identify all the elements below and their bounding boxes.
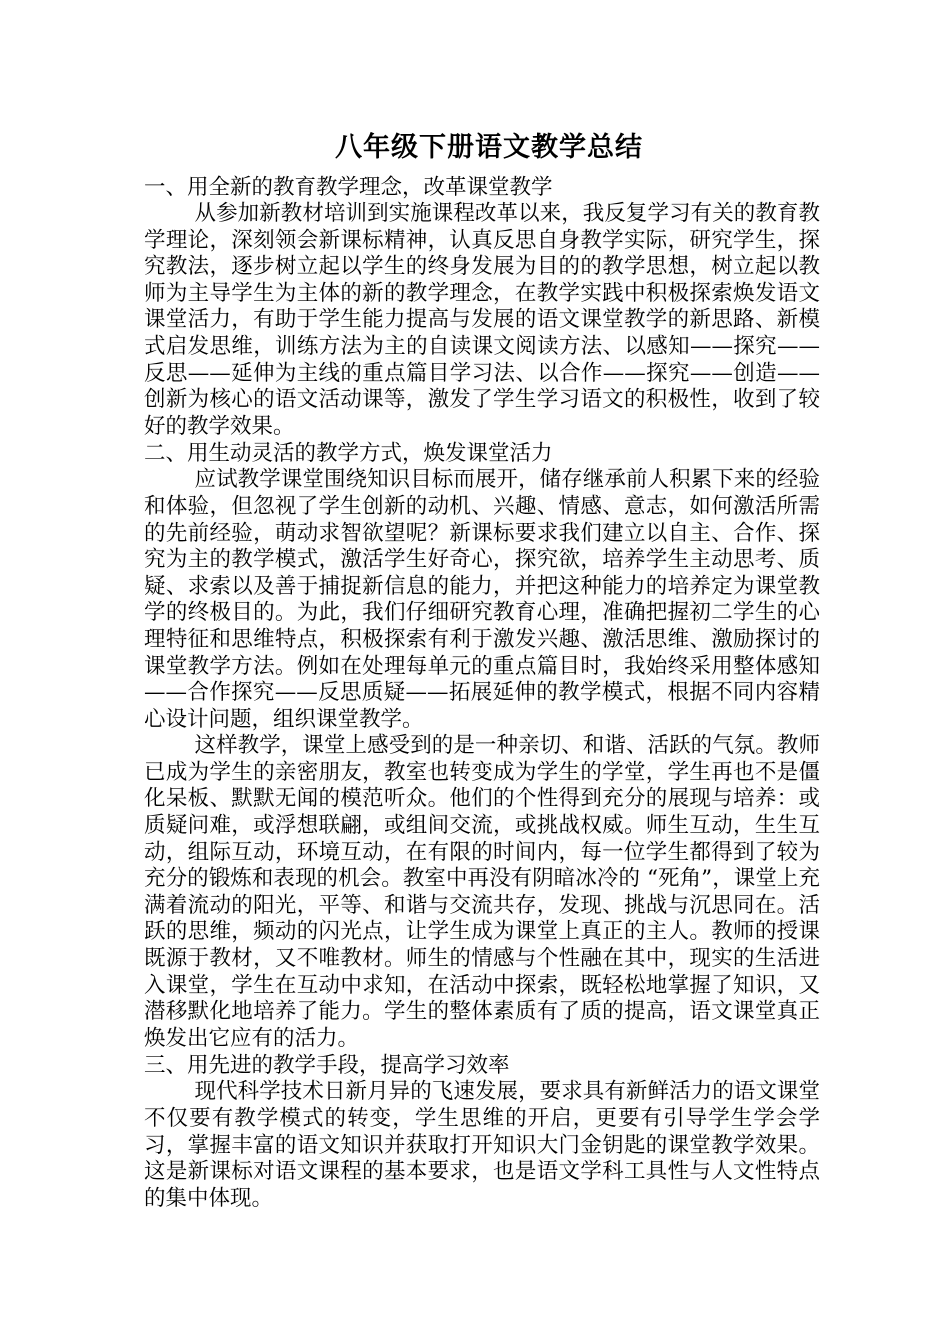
body-paragraph: 从参加新教材培训到实施课程改革以来，我反复学习有关的教育教学理论，深刻领会新课标精神，认真反思自身教学实际，研究学生，探究教法，逐步树立起以学生的终身发展为目的的教学思想，树立起以教师为主导学生为主体的新的教学理念，在教学实践中积极探索焕发语文课堂活力，有助于学生能力提高与发展的语文课堂教学的新思路、新模式启发思维，训练方法为主的自读课文阅读方法、以感知——探究——反思——延伸为主线的重点篇目学习法、以合作——探究——创造——创新为核心的语文活动课等，激发了学生学习语文的积极性，收到了较好的教学效果。 [144, 201, 820, 439]
section-3 [144, 1052, 820, 1212]
document-title: 八年级下册语文教学总结 [335, 132, 643, 163]
body-paragraph: 应试教学课堂围绕知识目标而展开，储存继承前人积累下来的经验和体验，但忽视了学生创新的动机、兴趣、情感、意志，如何激活所需的先前经验，萌动求智欲望呢？新课标要求我们建立以自主、合作、探究为主的教学模式，激活学生好奇心，探究欲，培养学生主动思考、质疑、求索以及善于捕捉新信息的能力，并把这种能力的培养定为课堂教学的终极目的。为此，我们仔细研究教育心理，准确把握初二学生的心理特征和思维特点，积极探索有利于激发兴趣、激活思维、激励探讨的课堂教学方法。例如在处理每单元的重点篇目时，我始终采用整体感知——合作探究——反思质疑——拓展延伸的教学模式，根据不同内容精心设计问题，组织课堂教学。 [144, 467, 820, 732]
section-heading: 三、用先进的教学手段，提高学习效率 [144, 1053, 510, 1079]
section-2 [144, 440, 820, 1052]
section-heading: 二、用生动灵活的教学方式，焕发课堂活力 [144, 441, 553, 467]
body-paragraph: 这样教学，课堂上感受到的是一种亲切、和谐、活跃的气氛。教师已成为学生的亲密朋友，教室也转变成为学生的学堂，学生再也不是僵化呆板、默默无闻的模范听众。他们的个性得到充分的展现与培养：或质疑问难，或浮想联翩，或组间交流，或挑战权威。师生互动，生生互动，组际互动，环境互动，在有限的时间内，每一位学生都得到了较为充分的锻炼和表现的机会。教室中再没有阴暗冰冷的 “死角”，课堂上充满着流动的阳光，平等、和谐与交流共存，发现、挑战与沉思同在。活跃的思维，频动的闪光点，让学生成为课堂上真正的主人。教师的授课既源于教材，又不唯教材。师生的情感与个性融在其中，现实的生活进入课堂，学生在互动中求知，在活动中探索，既轻松地掌握了知识，又潜移默化地培养了能力。学生的整体素质有了质的提高，语文课堂真正焕发出它应有的活力。 [144, 733, 820, 1051]
body-paragraph: 现代科学技术日新月异的飞速发展，要求具有新鲜活力的语文课堂不仅要有教学模式的转变，学生思维的开启，更要有引导学生学会学习，掌握丰富的语文知识并获取打开知识大门金钥匙的课堂教学效果。这是新课标对语文课程的基本要求，也是语文学科工具性与人文性特点的集中体现。 [144, 1079, 820, 1211]
section-1 [144, 174, 820, 440]
section-heading: 一、用全新的教育教学理念，改革课堂教学 [144, 175, 553, 200]
document-page [144, 128, 820, 1212]
